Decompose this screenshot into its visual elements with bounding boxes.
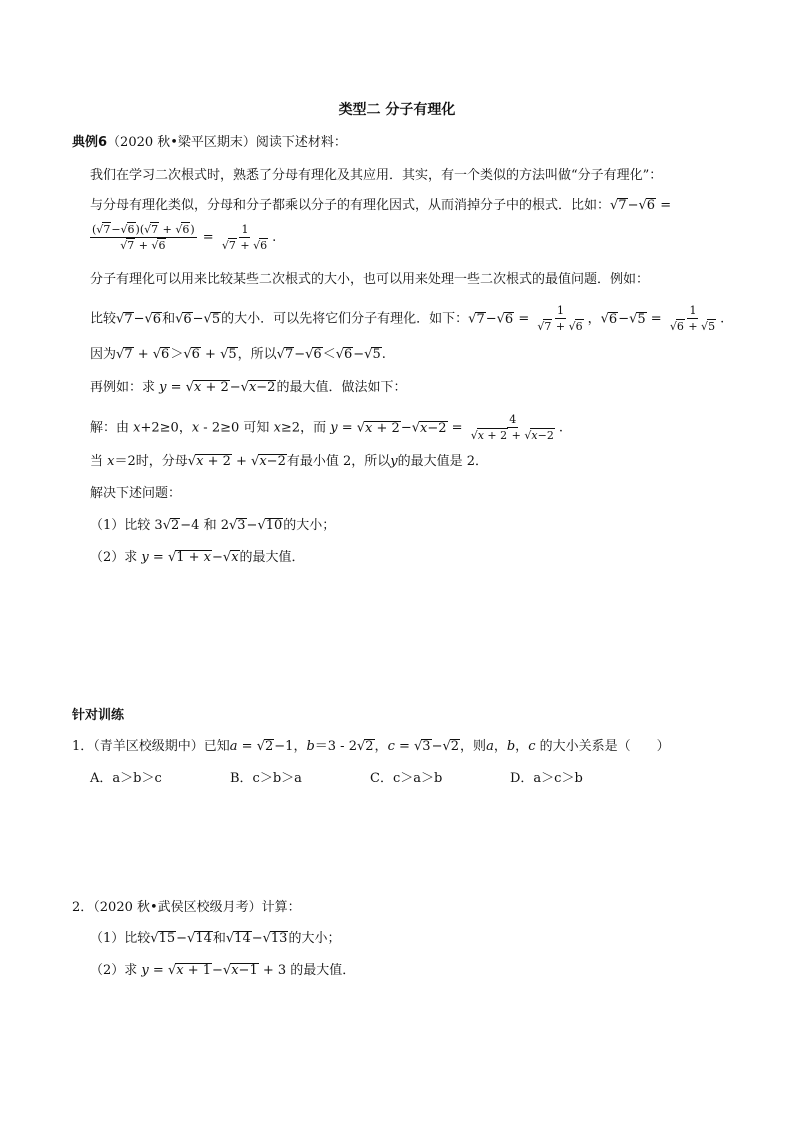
text: 的最大值． — [290, 963, 356, 978]
text: 的最大值．做法如下： — [276, 380, 407, 395]
fraction: $\frac{1}{√7 + √6}$ — [537, 304, 583, 333]
option-b[interactable]: B．c＞b＞a — [230, 771, 302, 786]
option-a[interactable]: A．a＞b＞c — [90, 771, 162, 786]
section-title: 类型二 分子有理化 — [338, 102, 456, 118]
paragraph-5: 因为√7 + √6＞√6 + √5，所以√7−√6＜√6−√5. — [90, 347, 386, 362]
practice-item-2-q1: （1）比较√15−√14和√14−√13的大小； — [90, 931, 341, 946]
question-2: （2）求 y = √1 + x−√x的最大值． — [90, 550, 305, 565]
text: 的大小； — [288, 931, 341, 946]
text: 当 — [90, 454, 104, 469]
text: ，所以 — [237, 347, 277, 362]
text: 的最大值． — [239, 550, 305, 565]
text: ，则 — [460, 739, 487, 754]
question-1: （1）比较 3√2−4 和 2√3−√10的大小； — [90, 518, 336, 533]
option-d[interactable]: D．a＞c＞b — [510, 771, 583, 786]
example-header — [72, 134, 347, 152]
text: （1）比较 3 — [90, 518, 163, 533]
paragraph-2 — [90, 197, 671, 215]
text: 的大小．可以先将它们分子有理化．如下： — [221, 311, 469, 327]
text: 的最大值是 2． — [397, 454, 489, 469]
paragraph-2-text: 与分母有理化类似，分母和分子都乘以分子的有理化因式，从而消掉分子中的根式．比如： — [90, 198, 611, 213]
text: （1）比较 — [90, 931, 151, 946]
text: 的大小； — [283, 518, 336, 533]
math-expr: √7−√6 = — [610, 198, 672, 213]
text: 和 — [162, 311, 176, 327]
example-label: 典例6 — [72, 135, 108, 150]
practice-heading: 针对训练 — [72, 708, 125, 723]
text: 的大小关系是（ ） — [539, 739, 670, 754]
paragraph-3: 分子有理化可以用来比较某些二次根式的大小，也可以用来处理一些二次根式的最值问题．例如： — [90, 272, 650, 287]
text: 比较 — [90, 311, 117, 327]
practice-item-2-stem: 2．（2020 秋•武侯区校级月考）计算： — [72, 900, 301, 915]
option-c[interactable]: C．c＞a＞b — [370, 771, 443, 786]
fraction: $\frac{1}{√6 + √5}$ — [669, 304, 716, 333]
paragraph-7: 解：由 x+2≥0，x - 2≥0 可知 x≥2，而 y = √x + 2−√x−2 = $\frac{4}{√x + 2 + √x-2}$ . — [90, 413, 563, 442]
paragraph-6: 再例如：求 y = √x + 2−√x−2的最大值．做法如下： — [90, 380, 407, 395]
fraction: $\frac{1}{√7 + √6}$ — [221, 222, 268, 252]
paragraph-1: 我们在学习二次根式时，熟悉了分母有理化及其应用．其实，有一个类似的方法叫做“分子有理化”： — [90, 168, 663, 183]
text: 和 2 — [203, 518, 229, 533]
paragraph-9: 解决下述问题： — [90, 486, 182, 501]
practice-item-1-options — [90, 770, 650, 788]
formula-line-1: $\frac{(√7-√6)(√7 + √6)}{√7 + √6}$ = $\frac{1}{√7 + √6}$ . — [92, 222, 277, 252]
text: （2）求 — [90, 963, 138, 978]
practice-item-1-stem: 1．（青羊区校级期中）已知a = √2−1，b＝3 - 2√2，c = √3−√2，则a，b，c 的大小关系是（ ） — [72, 739, 670, 754]
text: 解：由 — [90, 420, 130, 436]
text: 因为 — [90, 347, 117, 362]
text: 有最小值 2，所以 — [286, 454, 391, 469]
text: 可知 — [243, 420, 270, 436]
fraction: $\frac{(√7-√6)(√7 + √6)}{√7 + √6}$ — [92, 223, 195, 252]
text: （2）求 — [90, 550, 138, 565]
paragraph-8: 当 x＝2时，分母√x + 2 + √x−2有最小值 2，所以y的最大值是 2． — [90, 454, 489, 469]
text: 再例如：求 — [90, 380, 156, 395]
fraction: $\frac{4}{√x + 2 + √x-2}$ — [470, 413, 554, 442]
example-source: （2020 秋•梁平区期末）阅读下述材料： — [107, 135, 347, 150]
practice-item-2-q2: （2）求 y = √x + 1−√x−1 + 3 的最大值． — [90, 963, 356, 978]
text: ，而 — [300, 420, 327, 436]
text: 和 — [212, 931, 226, 946]
paragraph-4: 比较√7−√6和√6−√5的大小．可以先将它们分子有理化．如下：√7−√6 = $\frac{1}{√7 + √6}$ ，√6−√5 = $\frac{1}{√6 + √5}$ . — [90, 304, 725, 333]
text: 时，分母 — [135, 454, 188, 469]
text: 1．（青羊区校级期中）已知 — [72, 739, 230, 754]
